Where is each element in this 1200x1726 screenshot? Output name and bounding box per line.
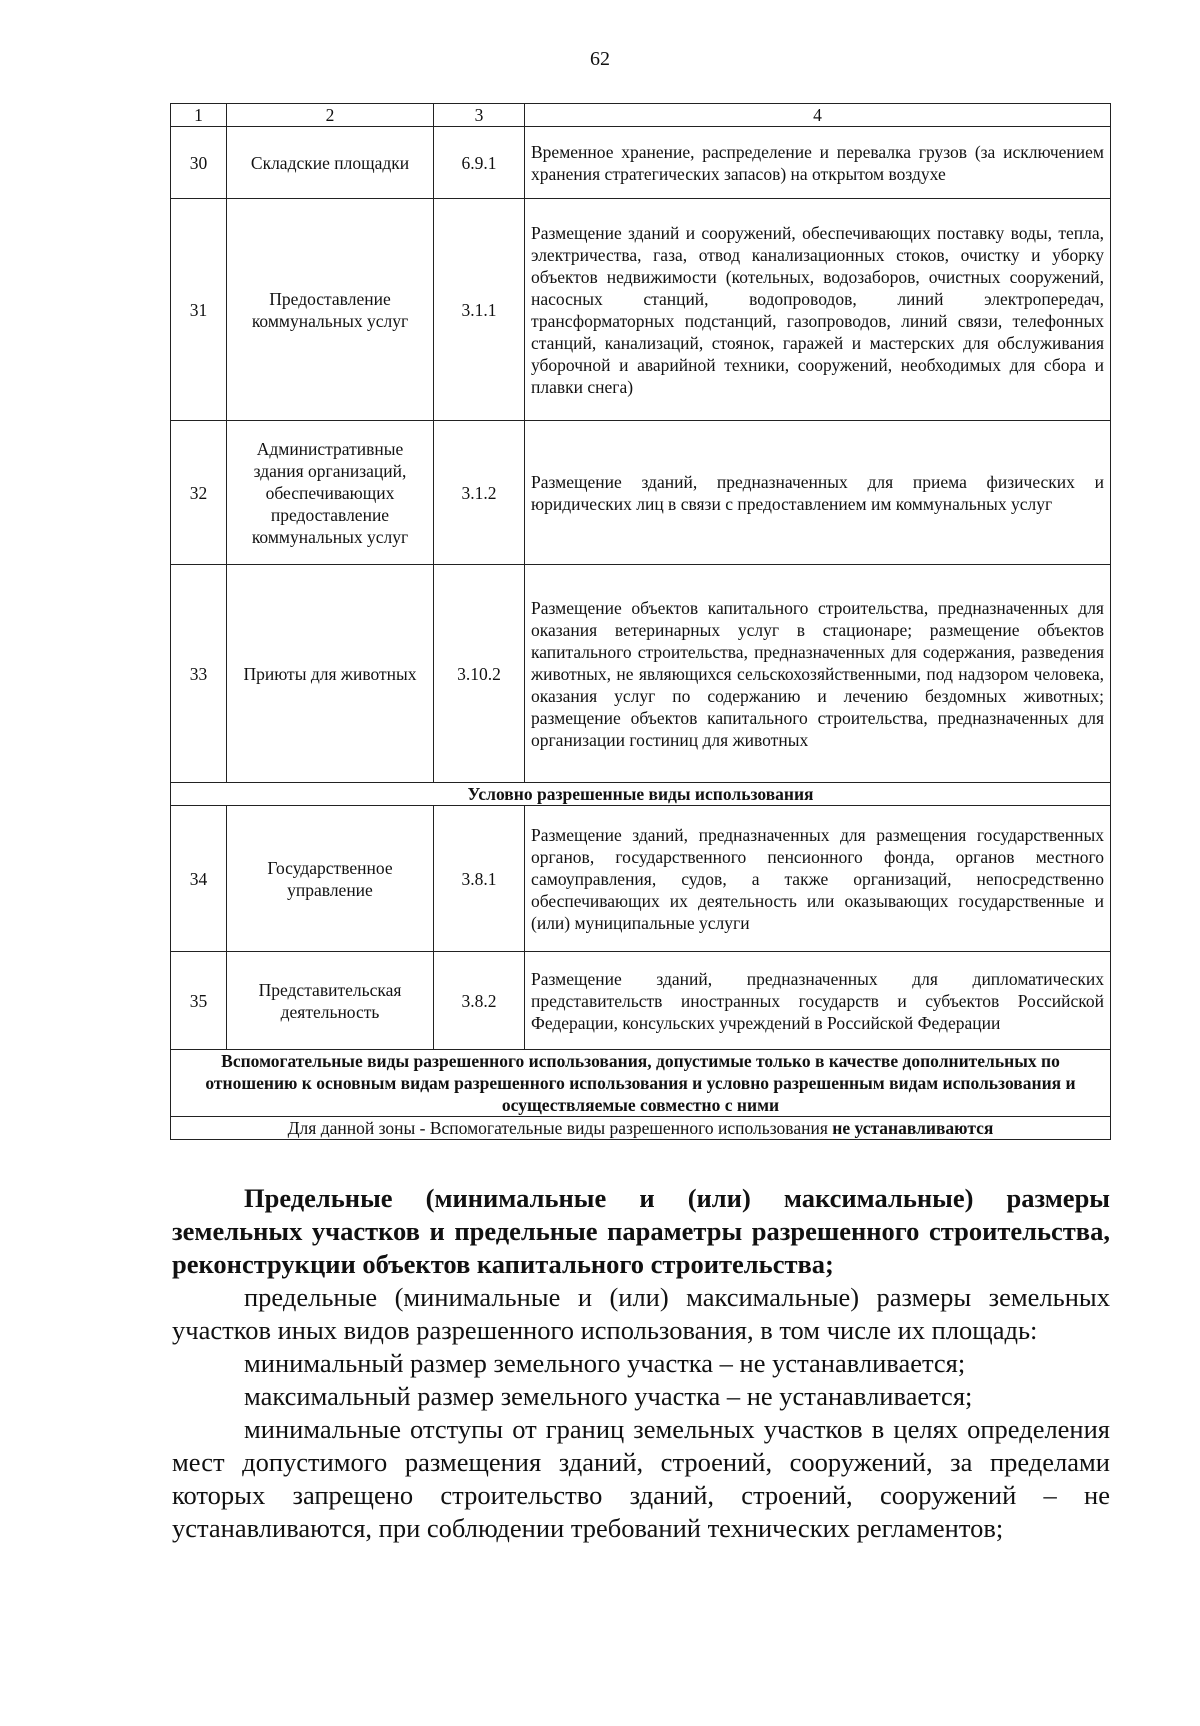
auxiliary-use-note [171, 1117, 1111, 1140]
table-row [171, 952, 1111, 1050]
use-type-description: Размещение зданий и сооружений, обеспечивающих поставку воды, тепла, электричества, газа, отвод канализационных стоков, очистку и уборку объектов недвижимости (котельных, водозаборов, очистных сооружений, насосных станций, водопроводов, линий электропередач, трансформаторных подстанций, газопроводов, линий связи, телефонных станций, канализаций, стоянок, гаражей и мастерских для обслуживания уборочной и аварийной техники, сооружений, необходимых для сбора и плавки снега) [525, 199, 1111, 421]
table-row [171, 199, 1111, 421]
use-type-description: Временное хранение, распределение и перевалка грузов (за исключением хранения стратегических запасов) на открытом воздухе [525, 127, 1111, 199]
land-use-table [170, 103, 1111, 1140]
row-number: 31 [171, 199, 227, 421]
row-number: 32 [171, 421, 227, 565]
use-type-name: Представительская деятельность [227, 952, 434, 1050]
use-type-name: Складские площадки [227, 127, 434, 199]
auxiliary-note-prefix: Для данной зоны - Вспомогательные виды разрешенного использования [287, 1118, 833, 1138]
use-type-code: 3.8.1 [434, 806, 525, 952]
body-text [172, 1182, 1110, 1545]
paragraph: минимальный размер земельного участка – не устанавливается; [244, 1348, 966, 1378]
table-header-row [171, 104, 1111, 127]
row-number: 34 [171, 806, 227, 952]
page-number: 62 [590, 48, 610, 70]
use-type-code: 3.1.2 [434, 421, 525, 565]
use-type-code: 6.9.1 [434, 127, 525, 199]
use-type-description: Размещение объектов капитального строительства, предназначенных для оказания ветеринарных услуг в стационаре; размещение объектов капитального строительства, предназначенных для содержания, разведения животных, не являющихся сельскохозяйственными, под надзором человека, оказания услуг по содержанию и лечению бездомных животных; размещение объектов капитального строительства, предназначенных для организации гостиниц для животных [525, 565, 1111, 783]
conditional-use-header: Условно разрешенные виды использования [171, 783, 1111, 806]
table-row [171, 806, 1111, 952]
use-type-code: 3.1.1 [434, 199, 525, 421]
use-type-code: 3.8.2 [434, 952, 525, 1050]
table-row [171, 565, 1111, 783]
use-type-description: Размещение зданий, предназначенных для размещения государственных органов, государственного пенсионного фонда, органов местного самоуправления, судов, а также организаций, непосредственно обеспечивающих их деятельность или оказывающих государственные и (или) муниципальные услуги [525, 806, 1111, 952]
auxiliary-note-bold: не устанавливаются [832, 1118, 994, 1138]
row-number: 33 [171, 565, 227, 783]
use-type-code: 3.10.2 [434, 565, 525, 783]
column-header-1: 1 [171, 104, 227, 127]
use-type-name: Приюты для животных [227, 565, 434, 783]
use-type-name: Государственное управление [227, 806, 434, 952]
paragraph: предельные (минимальные и (или) максимальные) размеры земельных участков иных видов разрешенного использования, в том числе их площадь: [172, 1282, 1110, 1345]
section-header-row [171, 783, 1111, 806]
column-header-4: 4 [525, 104, 1111, 127]
use-type-description: Размещение зданий, предназначенных для дипломатических представительств иностранных государств и субъектов Российской Федерации, консульских учреждений в Российской Федерации [525, 952, 1111, 1050]
section-header-row [171, 1050, 1111, 1117]
table-row [171, 421, 1111, 565]
use-type-description: Размещение зданий, предназначенных для приема физических и юридических лиц в связи с предоставлением им коммунальных услуг [525, 421, 1111, 565]
use-type-name: Предоставление коммунальных услуг [227, 199, 434, 421]
auxiliary-use-header: Вспомогательные виды разрешенного использования, допустимые только в качестве дополнительных по отношению к основным видам разрешенного использования и условно разрешенным видам использования и осуществляемые совместно с ними [171, 1050, 1111, 1117]
column-header-3: 3 [434, 104, 525, 127]
paragraph: максимальный размер земельного участка – не устанавливается; [244, 1381, 973, 1411]
section-heading: Предельные (минимальные и (или) максимальные) размеры земельных участков и предельные параметры разрешенного строительства, реконструкции объектов капитального строительства; [172, 1183, 1110, 1279]
table-row [171, 127, 1111, 199]
use-type-name: Административные здания организаций, обеспечивающих предоставление коммунальных услуг [227, 421, 434, 565]
row-number: 30 [171, 127, 227, 199]
auxiliary-note-row [171, 1117, 1111, 1140]
paragraph: минимальные отступы от границ земельных участков в целях определения мест допустимого размещения зданий, строений, сооружений, за пределами которых запрещено строительство зданий, строений, сооружений – не устанавливаются, при соблюдении требований технических регламентов; [172, 1414, 1110, 1543]
row-number: 35 [171, 952, 227, 1050]
column-header-2: 2 [227, 104, 434, 127]
